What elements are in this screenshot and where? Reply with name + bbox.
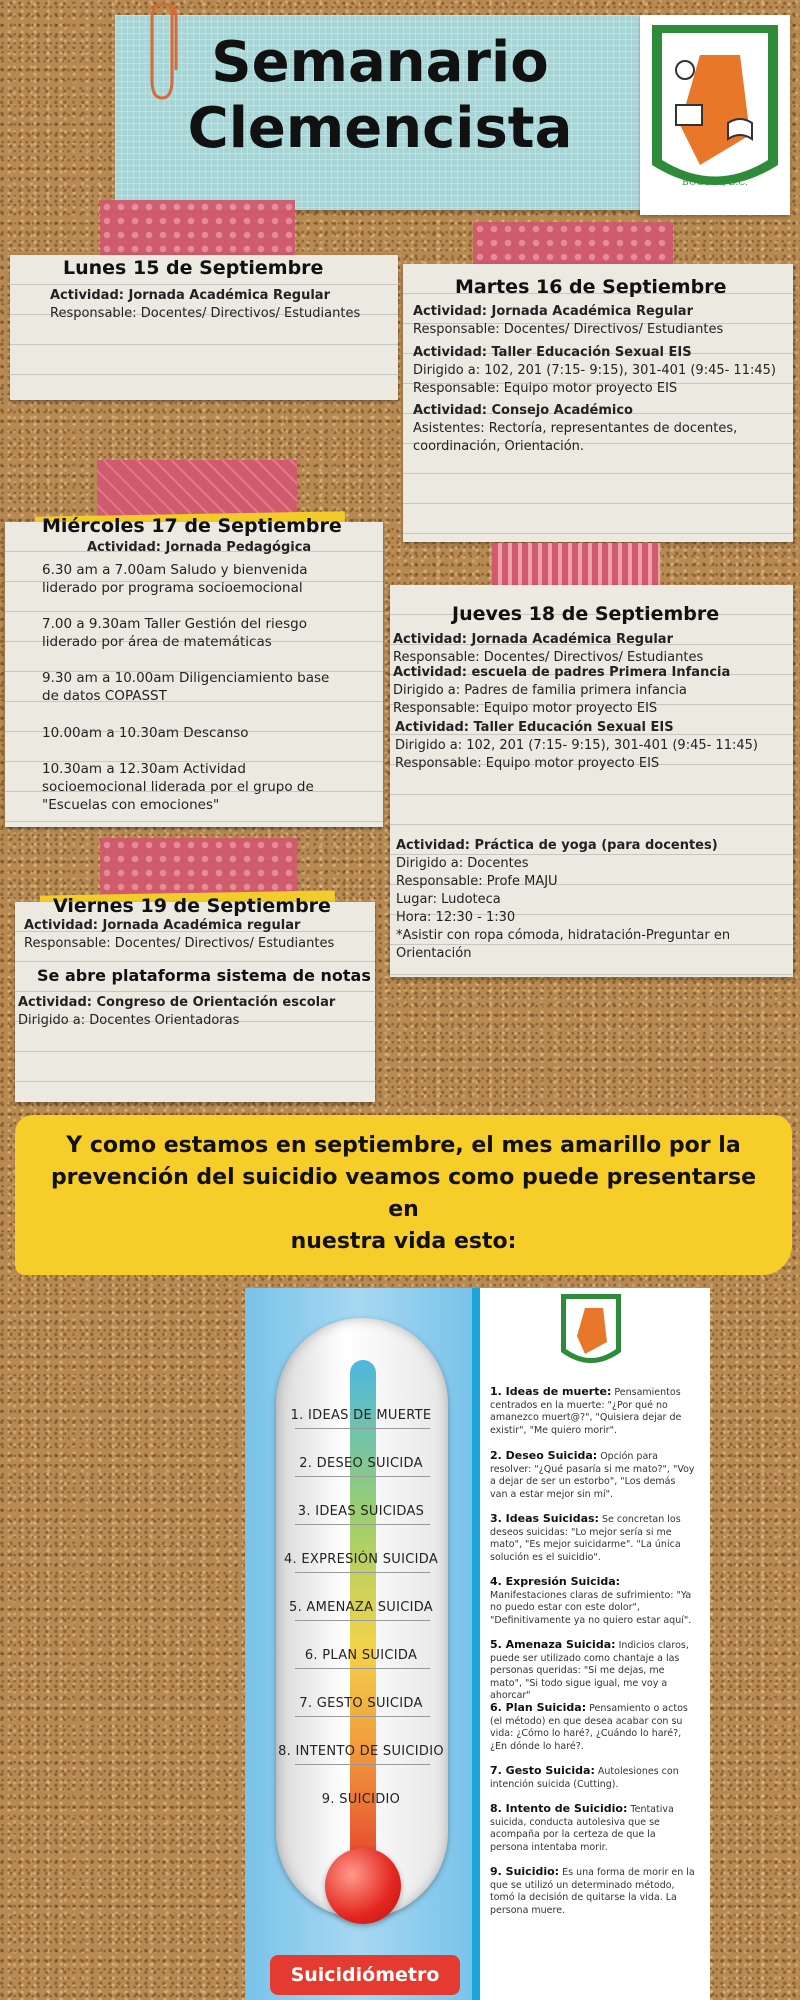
stage-divider bbox=[295, 1476, 430, 1477]
tuesday-attendees-3b: coordinación, Orientación. bbox=[413, 439, 585, 454]
legend-item-8 bbox=[490, 1803, 695, 1854]
thermometer-bulb bbox=[325, 1848, 401, 1924]
banner-text bbox=[40, 1130, 767, 1258]
tuesday-attendees-3a: Asistentes: Rectoría, representantes de docentes, bbox=[413, 421, 738, 436]
legend-item-6 bbox=[490, 1702, 695, 1753]
legend-desc-9: Es una forma de morir en la que se utilizó un determinado método, tomó la decisión de quitarse la vida. La persona muere. bbox=[490, 1867, 695, 1916]
friday-responsible-1: Responsable: Docentes/ Directivos/ Estudiantes bbox=[24, 936, 335, 951]
legend-title-7: 7. Gesto Suicida: bbox=[490, 1764, 595, 1777]
legend-desc-2: Opción para resolver: "¿Qué pasaría si me mato?", "Voy a dejar de ser un estorbo", "Los demás van a estar mejor sin mí". bbox=[490, 1451, 695, 1500]
tuesday-audience-2: Dirigido a: 102, 201 (7:15- 9:15), 301-401 (9:45- 11:45) bbox=[413, 363, 776, 378]
legend-desc-7: Autolesiones con intención suicida (Cutting). bbox=[490, 1766, 679, 1790]
school-crest-small-icon bbox=[557, 1290, 625, 1375]
stage-3: 3. IDEAS SUICIDAS bbox=[297, 1504, 425, 1519]
tuesday-activity-2: Actividad: Taller Educación Sexual EIS bbox=[413, 345, 692, 360]
wednesday-item-2a: 7.00 a 9.30am Taller Gestión del riesgo bbox=[42, 616, 307, 632]
legend-item-3 bbox=[490, 1513, 695, 1564]
legend-title-1: 1. Ideas de muerte: bbox=[490, 1385, 612, 1398]
school-logo bbox=[640, 15, 790, 215]
tuesday-heading: Martes 16 de Septiembre bbox=[455, 276, 727, 298]
tuesday-responsible-2: Responsable: Equipo motor proyecto EIS bbox=[413, 381, 678, 396]
title-line-2: Clemencista bbox=[187, 96, 573, 161]
wednesday-item-3a: 9.30 am a 10.00am Diligenciamiento base bbox=[42, 670, 330, 686]
thursday-activity-4: Actividad: Práctica de yoga (para docentes) bbox=[396, 838, 718, 853]
legend-desc-3: Se concretan los deseos suicidas: "Lo mejor sería si me mato", "Es mejor suicidarme". "La única solución es el suicidio". bbox=[490, 1514, 681, 1563]
banner-line-3: nuestra vida esto: bbox=[290, 1229, 517, 1254]
legend-item-5 bbox=[490, 1639, 695, 1703]
thursday-note-4a: *Asistir con ropa cómoda, hidratación-Preguntar en bbox=[396, 928, 731, 943]
wednesday-item-1a: 6.30 am a 7.00am Saludo y bienvenida bbox=[42, 562, 308, 578]
tape-monday bbox=[100, 200, 295, 260]
stage-divider bbox=[295, 1572, 430, 1573]
banner-line-2: prevención del suicidio veamos como puede presentarse en bbox=[50, 1165, 757, 1222]
stage-2: 2. DESEO SUICIDA bbox=[299, 1456, 423, 1471]
legend-desc-5: Indicios claros, puede ser utilizado como chantaje a las personas queridas: "Si me dejas, me mato", "Si todo sigue igual, me voy a ahorcar" bbox=[490, 1640, 689, 1701]
tape-wednesday bbox=[97, 460, 297, 520]
wednesday-item-5a: 10.30am a 12.30am Actividad bbox=[42, 761, 246, 777]
stage-divider bbox=[295, 1668, 430, 1669]
school-crest-icon bbox=[640, 15, 790, 215]
logo-city-text: BOGOTÁ, D.C. bbox=[682, 178, 748, 188]
legend-title-5: 5. Amenaza Suicida: bbox=[490, 1638, 616, 1651]
page-title bbox=[140, 30, 620, 162]
friday-audience-2: Dirigido a: Docentes Orientadoras bbox=[18, 1013, 240, 1028]
stage-divider bbox=[295, 1524, 430, 1525]
thursday-audience-3: Dirigido a: 102, 201 (7:15- 9:15), 301-401 (9:45- 11:45) bbox=[395, 738, 758, 753]
friday-heading: Viernes 19 de Septiembre bbox=[53, 895, 331, 917]
legend-item-9 bbox=[490, 1866, 695, 1917]
legend-desc-8: Tentativa suicida, conducta autolesiva que se acompaña por la certeza de que la persona intentaba morir. bbox=[490, 1804, 674, 1853]
wednesday-item-3b: de datos COPASST bbox=[42, 688, 167, 704]
stage-8: 8. INTENTO DE SUICIDIO bbox=[278, 1744, 444, 1759]
thursday-responsible-1: Responsable: Docentes/ Directivos/ Estudiantes bbox=[393, 650, 704, 665]
legend-item-1 bbox=[490, 1386, 695, 1437]
thursday-responsible-2: Responsable: Equipo motor proyecto EIS bbox=[393, 701, 658, 716]
thursday-time-4: Hora: 12:30 - 1:30 bbox=[396, 910, 516, 925]
thursday-activity-2: Actividad: escuela de padres Primera Infancia bbox=[393, 665, 731, 680]
stage-divider bbox=[295, 1764, 430, 1765]
legend-title-8: 8. Intento de Suicidio: bbox=[490, 1802, 628, 1815]
legend-title-9: 9. Suicidio: bbox=[490, 1865, 560, 1878]
friday-notice: Se abre plataforma sistema de notas bbox=[37, 966, 371, 985]
wednesday-item-1b: liderado por programa socioemocional bbox=[42, 580, 303, 596]
legend-desc-4: Manifestaciones claras de sufrimiento: "Ya no puedo estar con este dolor", "Definitivamente ya no quiero estar aquí". bbox=[490, 1589, 692, 1626]
thursday-activity-1: Actividad: Jornada Académica Regular bbox=[393, 632, 673, 647]
friday-activity-2: Actividad: Congreso de Orientación escolar bbox=[18, 995, 336, 1010]
tuesday-responsible-1: Responsable: Docentes/ Directivos/ Estudiantes bbox=[413, 322, 724, 337]
stage-divider bbox=[295, 1620, 430, 1621]
stage-divider bbox=[295, 1428, 430, 1429]
wednesday-item-5c: "Escuelas con emociones" bbox=[42, 797, 220, 813]
tuesday-activity-1: Actividad: Jornada Académica Regular bbox=[413, 304, 693, 319]
thursday-heading: Jueves 18 de Septiembre bbox=[452, 603, 720, 625]
thursday-audience-2: Dirigido a: Padres de familia primera infancia bbox=[393, 683, 687, 698]
monday-responsible-1: Responsable: Docentes/ Directivos/ Estudiantes bbox=[50, 306, 361, 321]
wednesday-subtitle: Actividad: Jornada Pedagógica bbox=[87, 540, 312, 555]
stage-4: 4. EXPRESIÓN SUICIDA bbox=[283, 1552, 439, 1567]
wednesday-item-4: 10.00am a 10.30am Descanso bbox=[42, 725, 249, 741]
wednesday-item-2b: liderado por área de matemáticas bbox=[42, 634, 272, 650]
wednesday-item-5b: socioemocional liderada por el grupo de bbox=[42, 779, 314, 795]
thursday-responsible-4: Responsable: Profe MAJU bbox=[396, 874, 558, 889]
title-line-1: Semanario bbox=[211, 30, 549, 95]
tuesday-activity-3: Actividad: Consejo Académico bbox=[413, 403, 633, 418]
monday-activity-1: Actividad: Jornada Académica Regular bbox=[50, 288, 330, 303]
stage-7: 7. GESTO SUICIDA bbox=[299, 1696, 423, 1711]
legend-item-2 bbox=[490, 1450, 695, 1501]
legend-item-7 bbox=[490, 1765, 695, 1791]
thursday-responsible-3: Responsable: Equipo motor proyecto EIS bbox=[395, 756, 660, 771]
banner-line-1: Y como estamos en septiembre, el mes amarillo por la bbox=[66, 1133, 741, 1158]
stage-divider bbox=[295, 1716, 430, 1717]
legend-title-3: 3. Ideas Suicidas: bbox=[490, 1512, 599, 1525]
thursday-note-4b: Orientación bbox=[396, 946, 472, 961]
stage-9: 9. SUICIDIO bbox=[321, 1792, 401, 1807]
thursday-place-4: Lugar: Ludoteca bbox=[396, 892, 501, 907]
legend-title-2: 2. Deseo Suicida: bbox=[490, 1449, 598, 1462]
tape-friday bbox=[100, 838, 297, 896]
stage-6: 6. PLAN SUICIDA bbox=[304, 1648, 418, 1663]
suicidiometro-label: Suicidiómetro bbox=[270, 1955, 460, 1995]
thursday-audience-4: Dirigido a: Docentes bbox=[396, 856, 529, 871]
stage-1: 1. IDEAS DE MUERTE bbox=[290, 1408, 432, 1423]
monday-heading: Lunes 15 de Septiembre bbox=[63, 257, 324, 279]
wednesday-heading: Miércoles 17 de Septiembre bbox=[42, 515, 342, 537]
legend-desc-1: Pensamientos centrados en la muerte: "¿Por qué no amanezco muert@?", "Quisiera dejar de existir", "Me quiero morir". bbox=[490, 1387, 682, 1436]
legend-title-6: 6. Plan Suicida: bbox=[490, 1701, 587, 1714]
thursday-activity-3: Actividad: Taller Educación Sexual EIS bbox=[395, 720, 674, 735]
legend-title-4: 4. Expresión Suicida: bbox=[490, 1575, 621, 1588]
stage-5: 5. AMENAZA SUICIDA bbox=[289, 1600, 433, 1615]
legend-item-4 bbox=[490, 1576, 695, 1627]
friday-activity-1: Actividad: Jornada Académica regular bbox=[24, 918, 301, 933]
legend-desc-6: Pensamiento o actos (el método) en que desea acabar con su vida: ¿Cómo lo haré?, ¿Cuándo lo haré?, ¿En dónde lo haré?. bbox=[490, 1703, 688, 1752]
